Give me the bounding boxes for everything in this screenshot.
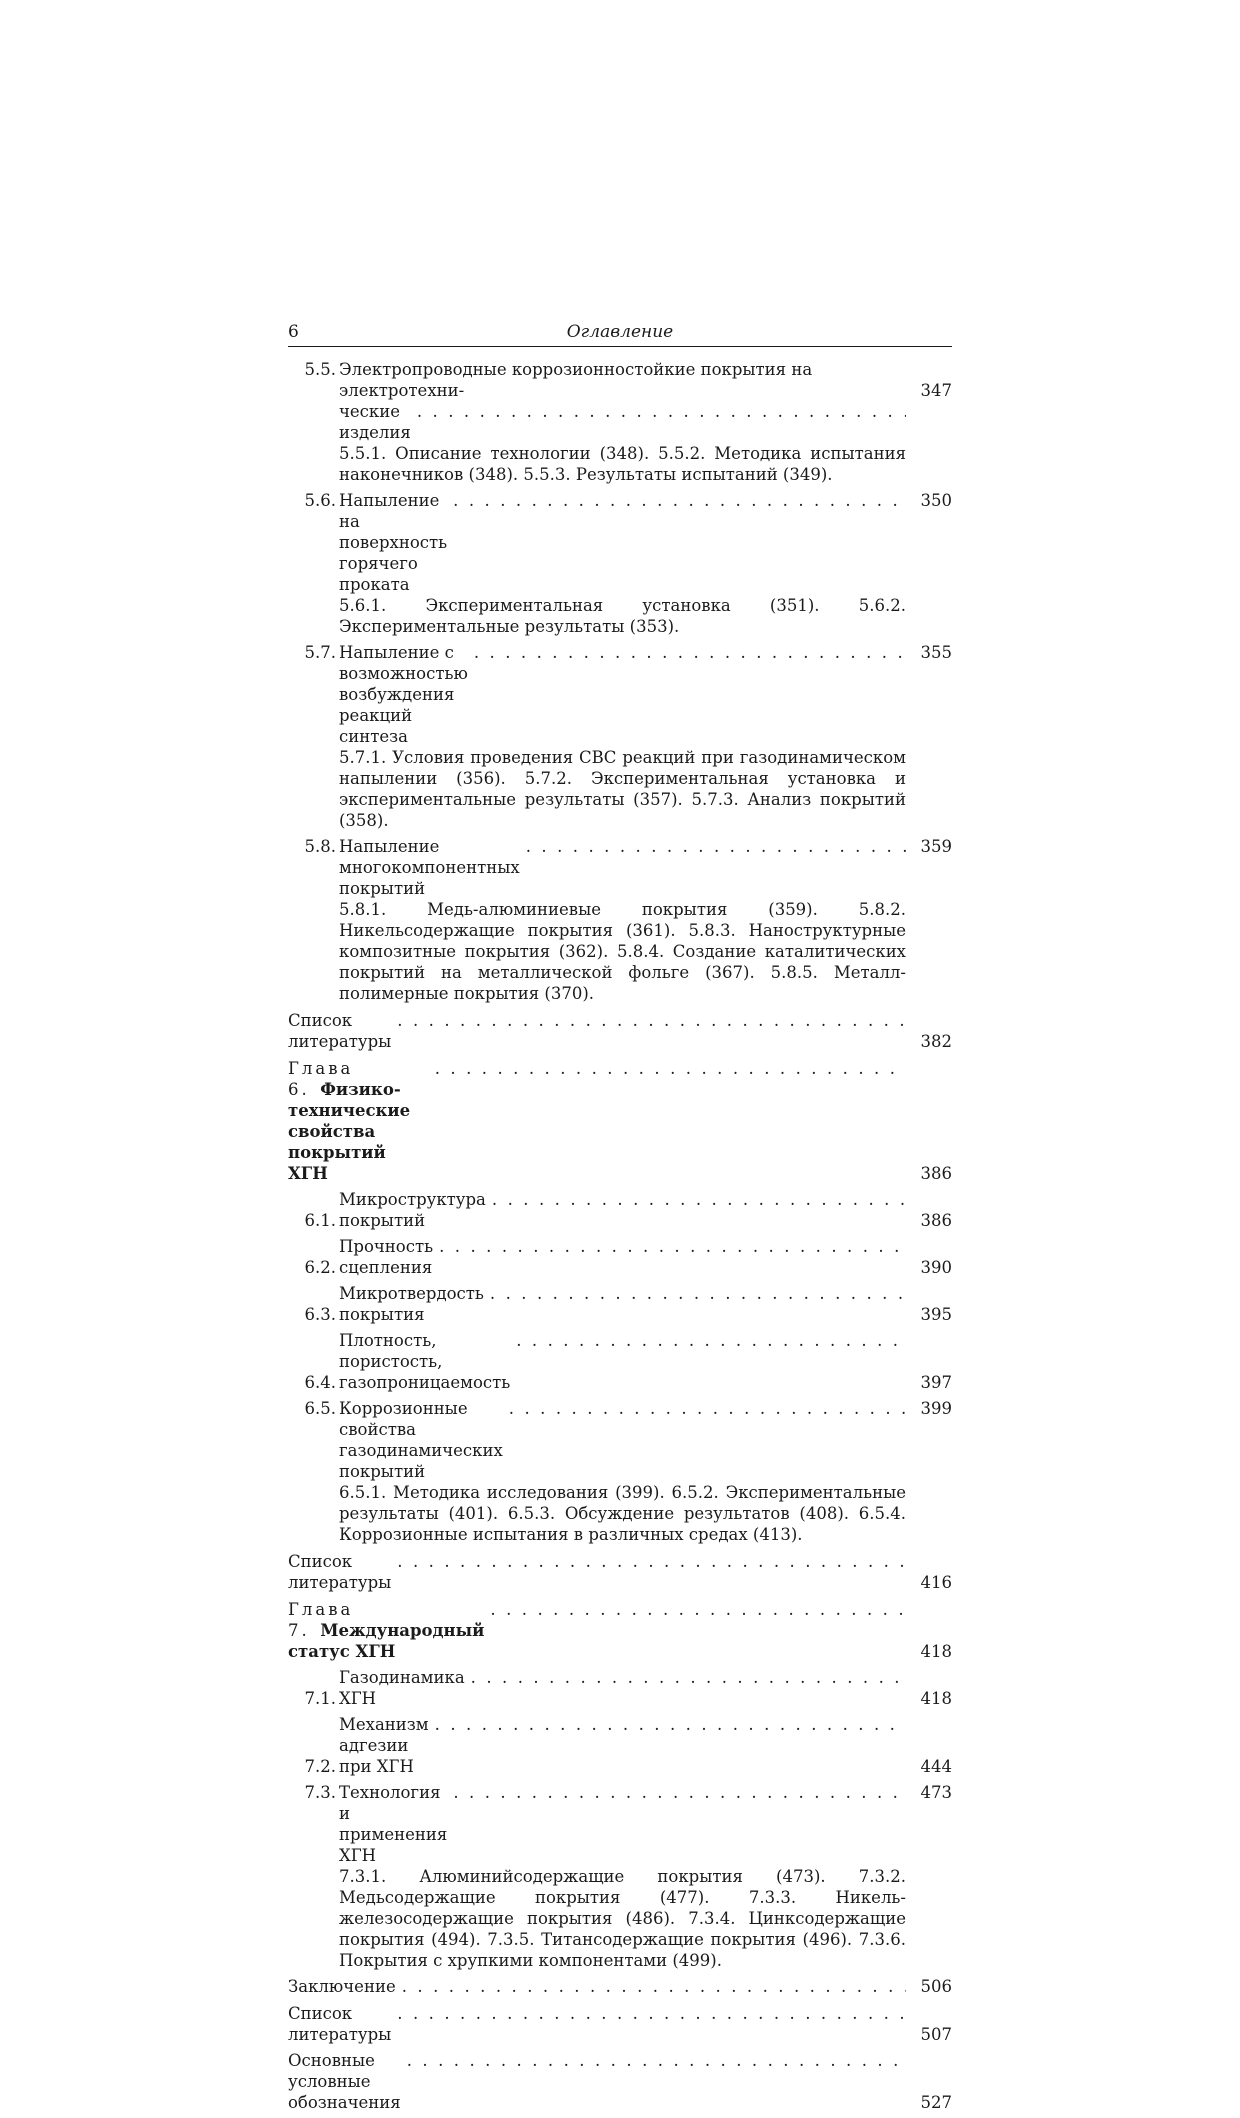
dot-leader <box>396 1976 906 1997</box>
page-ref: 382 <box>920 1032 952 1051</box>
dot-leader <box>401 2050 906 2071</box>
dot-leader <box>484 1283 906 1304</box>
page-ref: 350 <box>920 491 952 510</box>
dot-leader <box>391 1010 906 1031</box>
dot-leader <box>520 836 906 857</box>
page-ref: 444 <box>920 1757 952 1776</box>
toc-entry-conclusion[interactable] <box>288 1976 952 1997</box>
page-ref: 399 <box>920 1399 952 1418</box>
section-title: Напыление с возможностью возбуждения реакций синтеза <box>339 643 468 746</box>
toc-entry-5-5[interactable] <box>288 359 952 485</box>
page-ref: 386 <box>920 1164 952 1183</box>
dot-leader <box>465 1667 906 1688</box>
section-number: 6.5. <box>304 1399 336 1418</box>
dot-leader <box>447 490 906 511</box>
section-number: 6.2. <box>304 1258 336 1277</box>
page-ref: 416 <box>920 1573 952 1592</box>
dot-leader <box>503 1398 906 1419</box>
dot-leader <box>484 1599 906 1620</box>
section-number: 7.2. <box>304 1757 336 1776</box>
subsection-list: 5.5.1. Описание технологии (348). 5.5.2. Методика испытания наконечников (348). 5.5.3. Результаты испытаний (349). <box>339 444 906 484</box>
page-ref: 506 <box>920 1977 952 1996</box>
dot-leader <box>391 1551 906 1572</box>
page-ref: 527 <box>920 2093 952 2112</box>
page-ref: 390 <box>920 1258 952 1277</box>
page-ref: 473 <box>920 1783 952 1802</box>
toc-entry-6-3[interactable] <box>288 1283 952 1325</box>
section-number: 6.1. <box>304 1211 336 1230</box>
section-number: 7.3. <box>304 1783 336 1802</box>
dot-leader <box>447 1782 906 1803</box>
section-title: Плотность, пористость, газопроницаемость <box>339 1331 511 1392</box>
dot-leader <box>486 1189 906 1210</box>
toc-entry-references-7[interactable] <box>288 2003 952 2045</box>
toc-entry-7-2[interactable] <box>288 1714 952 1777</box>
section-number: 5.8. <box>304 837 336 856</box>
dot-leader <box>510 1330 906 1351</box>
running-head <box>288 322 952 347</box>
chapter-label: Глава 6. <box>288 1059 354 1099</box>
toc-entry-chapter-7[interactable] <box>288 1599 952 1662</box>
section-title-line: ческие изделия <box>339 402 411 442</box>
chapter-title: Физико-технические свойства покрытий ХГН <box>288 1080 411 1183</box>
toc-entry-references-6[interactable] <box>288 1551 952 1593</box>
book-page <box>288 322 952 2118</box>
page-number: 6 <box>288 322 299 342</box>
section-title: Микроструктура покрытий <box>339 1190 486 1230</box>
section-title: Технология и применения ХГН <box>339 1783 448 1865</box>
chapter-label: Глава 7. <box>288 1600 354 1640</box>
subsection-list: 6.5.1. Методика исследования (399). 6.5.2. Экспериментальные результаты (401). 6.5.3. Обсуждение результатов (408). 6.5.4. Коррозионные испытания в различных средах (413). <box>339 1483 906 1544</box>
page-ref: 418 <box>920 1689 952 1708</box>
section-title: Прочность сцепления <box>339 1237 434 1277</box>
section-number: 6.4. <box>304 1373 336 1392</box>
section-title: Микротвердость покрытия <box>339 1284 484 1324</box>
toc-entry-7-3[interactable] <box>288 1782 952 1971</box>
subsection-list: 5.6.1. Экспериментальная установка (351). 5.6.2. Экспериментальные результаты (353). <box>339 596 906 636</box>
toc-entry-7-1[interactable] <box>288 1667 952 1709</box>
page-ref: 507 <box>920 2025 952 2044</box>
entry-title: Список литературы <box>288 1011 392 1051</box>
entry-title: Список литературы <box>288 2004 392 2044</box>
toc-entry-5-6[interactable] <box>288 490 952 637</box>
dot-leader <box>391 2003 906 2024</box>
section-title-line: Электропроводные коррозионностойкие покрытия на электротехни- <box>339 360 813 400</box>
toc-entry-6-4[interactable] <box>288 1330 952 1393</box>
section-number: 6.3. <box>304 1305 336 1324</box>
page-ref: 355 <box>920 643 952 662</box>
page-ref: 397 <box>920 1373 952 1392</box>
page-ref: 386 <box>920 1211 952 1230</box>
section-number: 5.6. <box>304 491 336 510</box>
page-ref: 395 <box>920 1305 952 1324</box>
running-title: Оглавление <box>566 322 674 342</box>
subsection-list: 5.8.1. Медь-алюминиевые покрытия (359). 5.8.2. Никельсодержащие покрытия (361). 5.8.3. Наноструктурные композитные покрытия (362). 5.8.4. Создание каталитических покрытий на металлической фольге (367). 5.8.5. Металл-полимерные покрытия (370). <box>339 900 906 1003</box>
section-number: 7.1. <box>304 1689 336 1708</box>
page-ref: 347 <box>920 381 952 400</box>
section-title: Механизм адгезии при ХГН <box>339 1715 429 1776</box>
chapter-title: Международный статус ХГН <box>288 1621 485 1661</box>
section-title: Газодинамика ХГН <box>339 1668 465 1708</box>
section-title: Напыление многокомпонентных покрытий <box>339 837 520 898</box>
subsection-list: 7.3.1. Алюминийсодержащие покрытия (473). 7.3.2. Медьсодержащие покрытия (477). 7.3.3. Никель-железосодержащие покрытия (486). 7.3.4. Цинксодержащие покрытия (494). 7.3.5. Титансодержащие покрытия (496). 7.3.6. Покрытия с хрупкими компонентами (499). <box>339 1867 906 1970</box>
page-ref: 359 <box>920 837 952 856</box>
toc-entry-5-7[interactable] <box>288 642 952 831</box>
toc-entry-chapter-6[interactable] <box>288 1058 952 1184</box>
entry-title: Заключение <box>288 1977 396 1996</box>
page-ref: 418 <box>920 1642 952 1661</box>
section-title: Напыление на поверхность горячего проката <box>339 491 448 594</box>
toc-entry-6-5[interactable] <box>288 1398 952 1545</box>
toc-entry-6-1[interactable] <box>288 1189 952 1231</box>
toc-entry-5-8[interactable] <box>288 836 952 1004</box>
dot-leader <box>468 642 906 663</box>
toc-entry-references-5[interactable] <box>288 1010 952 1052</box>
dot-leader <box>411 401 906 422</box>
section-number: 5.5. <box>304 360 336 379</box>
entry-title: Список литературы <box>288 1552 392 1592</box>
dot-leader <box>433 1236 906 1257</box>
entry-title: Основные условные обозначения <box>288 2051 401 2112</box>
dot-leader <box>429 1714 906 1735</box>
toc-entry-notation[interactable] <box>288 2050 952 2113</box>
subsection-list: 5.7.1. Условия проведения СВС реакций при газодинамическом напылении (356). 5.7.2. Экспериментальная установка и экспериментальные результаты (357). 5.7.3. Анализ покрытий (358). <box>339 748 906 830</box>
section-title: Коррозионные свойства газодинамических покрытий <box>339 1399 503 1481</box>
section-number: 5.7. <box>304 643 336 662</box>
toc-entry-6-2[interactable] <box>288 1236 952 1278</box>
dot-leader <box>429 1058 906 1079</box>
